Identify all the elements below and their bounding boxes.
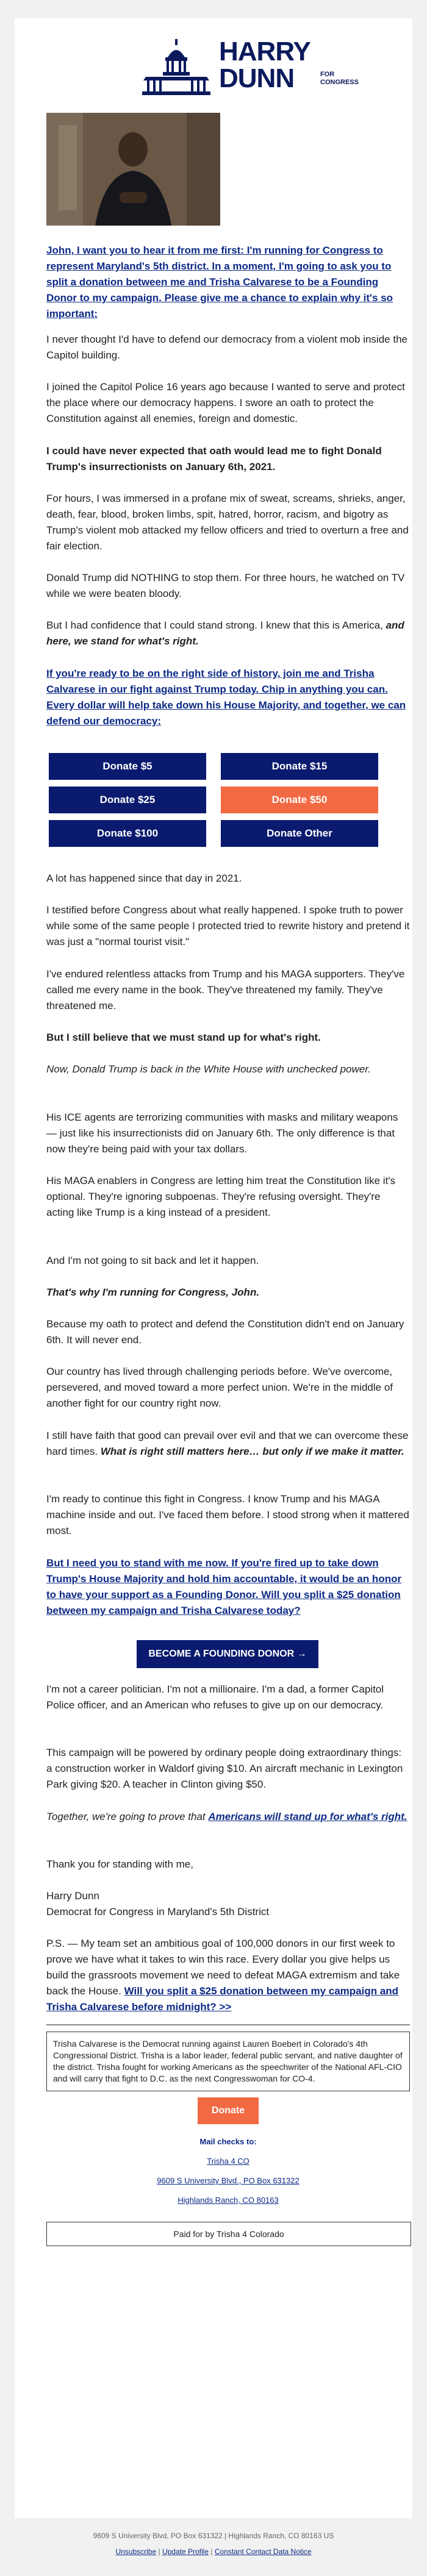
candidate-photo [46,113,220,226]
paragraph: His ICE agents are terrorizing communities with masks and military weapons — just like his insurrectionists did on January 6th. The only difference is that now they're being paid with your tax dollars. [46,1111,398,1155]
stand-up-link[interactable]: Americans will stand up for what's right. [208,1811,407,1822]
update-profile-link[interactable]: Update Profile [162,2547,209,2556]
cta-paragraph [46,666,410,729]
paragraph: I testified before Congress about what really happened. I spoke truth to power while some of the same people I protected tried to rewrite history and pretend it was just a "normal tourist visit." [46,904,410,947]
candidate-bio-box: Trisha Calvarese is the Democrat running against Lauren Boebert in Colorado's 4th Congressional District. Trisha is a labor leader, federal public servant, and native daughter of the district. Trisha fought for working Americans as the speechwriter of the National AFL-CIO and will carry that fight to D.C. as the next Congresswoman for CO-4. [46,2032,410,2091]
logo-for: FOR [320,71,335,78]
signature-title: Democrat for Congress in Maryland's 5th District [46,1906,270,1918]
unsubscribe-link[interactable]: Unsubscribe [115,2547,157,2556]
donate-100-button[interactable]: Donate $100 [49,820,206,847]
logo-dunn: DUNN [219,63,295,93]
divider [46,2024,410,2025]
paragraph: This campaign will be powered by ordinary people doing extraordinary things: a construction worker in Waldorf giving $10. An aircraft mechanic in Lexington Park giving $20. A teacher in Clinton giving $50. [46,1747,403,1790]
paragraph-text: Together, we're going to prove that [46,1811,209,1822]
footer-address: 9609 S University Blvd, PO Box 631322 | Highlands Ranch, CO 80163 US [93,2531,334,2540]
paragraph: And I'm not going to sit back and let it happen. [46,1255,259,1266]
mail-address-line2[interactable]: 9609 S University Blvd., PO Box 631322 [157,2176,300,2185]
paragraph-bold: I could have never expected that oath would lead me to fight Donald Trump's insurrectionists on January 6th, 2021. [46,445,382,473]
founding-donor-button[interactable]: BECOME A FOUNDING DONOR → [137,1640,318,1668]
paragraph [46,1809,410,1825]
campaign-logo [140,37,359,99]
logo-congress: CONGRESS [320,79,359,86]
capitol-dome-icon [140,39,213,98]
mail-address-line3[interactable]: Highlands Ranch, CO 80163 [178,2196,279,2205]
paragraph: A lot has happened since that day in 2021. [46,872,242,884]
paragraph [46,618,410,649]
cta-link[interactable]: If you're ready to be on the right side of history, join me and Trisha Calvarese in our fight against Trump today. Chip in anything you can. Every dollar will help take down his House Majority, and together, we can defend our democracy: [46,668,406,727]
intro-paragraph [46,243,410,322]
ps-text: P.S. — My team set an ambitious goal of 100,000 donors in our first week to prove we have what it takes to win this race. Every dollar you give helps us build the grassroots movement we need to defeat MAGA extremism and take back the House. [46,1938,400,1997]
paragraph: For hours, I was immersed in a profane mix of sweat, screams, shrieks, anger, death, fear, blood, broken limbs, spit, hatred, horror, racism, and bigotry as Trump's violent mob attacked my fellow officers and tried to overturn a free and fair election. [46,493,409,552]
paragraph-text: But I had confidence that I could stand strong. I knew that this is America, [46,619,386,631]
paragraph-emphasis: What is right still matters here… but only if we make it matter. [100,1446,404,1457]
ps-paragraph [46,1936,410,2015]
cta2-paragraph [46,1555,410,1619]
paragraph-bold-italic: That's why I'm running for Congress, John. [46,1286,260,1298]
logo-harry: HARRY [219,37,310,66]
signature-name: Harry Dunn [46,1890,99,1902]
footer-separator: | [210,2547,213,2556]
mail-checks-heading: Mail checks to: [199,2137,257,2146]
cta2-link[interactable]: But I need you to stand with me now. If you're fired up to take down Trump's House Majority and hold him accountable, it would be an honor to have your support as a Founding Donor. Will you split a $25 donation between my campaign and Trisha Calvarese today? [46,1557,402,1616]
candidate-portrait-image [46,113,220,226]
paragraph: I've endured relentless attacks from Trump and his MAGA supporters. They've called me every name in the book. They've threatened my family. They've threatened me. [46,968,405,1011]
paragraph: I joined the Capitol Police 16 years ago because I wanted to serve and protect the place where our democracy happens. I swore an oath to protect the Constitution against all enemies, foreign and domestic. [46,381,405,424]
intro-link[interactable]: John, I want you to hear it from me first: I'm running for Congress to represent Maryland's 5th district. In a moment, I'm going to ask you to split a donation between me and Trisha Calvarese to be a Founding Donor to my campaign. Please give me a chance to explain why it's so important: [46,244,393,319]
donate-other-button[interactable]: Donate Other [221,820,378,847]
data-notice-link[interactable]: Constant Contact Data Notice [214,2547,312,2556]
paragraph: Donald Trump did NOTHING to stop them. For three hours, he watched on TV while we were beaten bloody. [46,572,405,599]
donate-50-button[interactable]: Donate $50 [221,787,378,813]
signature [46,1888,410,1920]
footer-separator: | [158,2547,160,2556]
donate-25-button[interactable]: Donate $25 [49,787,206,813]
donate-5-button[interactable]: Donate $5 [49,753,206,780]
paragraph: His MAGA enablers in Congress are letting him treat the Constitution like it's optional. They're ignoring subpoenas. They're refusing oversight. They're acting like Trump is a king instead of a president. [46,1175,396,1218]
paragraph: Our country has lived through challenging periods before. We've overcome, persevered, and moved toward a more perfect union. We're in the middle of another fight for our country right now. [46,1366,393,1409]
paragraph [46,1428,410,1460]
email-card [15,18,412,2518]
paragraph: Because my oath to protect and defend the Constitution didn't end on January 6th. It will never end. [46,1318,404,1346]
donate-15-button[interactable]: Donate $15 [221,753,378,780]
paragraph: I'm ready to continue this fight in Congress. I know Trump and his MAGA machine inside and out. I've faced them before. I stood strong when it mattered most. [46,1493,409,1536]
donate-button[interactable]: Donate [198,2097,259,2124]
paragraph-text: I still have faith that good can prevail over evil and that we can overcome these hard times. [46,1430,409,1457]
paragraph-bold: But I still believe that we must stand up for what's right. [46,1032,321,1043]
paragraph: I never thought I'd have to defend our democracy from a violent mob inside the Capitol building. [46,334,407,361]
paragraph-italic: Now, Donald Trump is back in the White House with unchecked power. [46,1063,371,1075]
paragraph-emphasis: and here, we stand for what's right. [46,619,404,647]
paid-for-box: Paid for by Trisha 4 Colorado [46,2222,411,2246]
mail-address-line1[interactable]: Trisha 4 CO [207,2157,249,2166]
paragraph: I'm not a career politician. I'm not a millionaire. I'm a dad, a former Capitol Police officer, and an American who refuses to give up on our democracy. [46,1683,384,1711]
footer-links [15,2547,412,2556]
paragraph: Thank you for standing with me, [46,1858,193,1870]
ps-link[interactable]: Will you split a $25 donation between my campaign and Trisha Calvarese before midnight? >> [46,1985,399,2013]
